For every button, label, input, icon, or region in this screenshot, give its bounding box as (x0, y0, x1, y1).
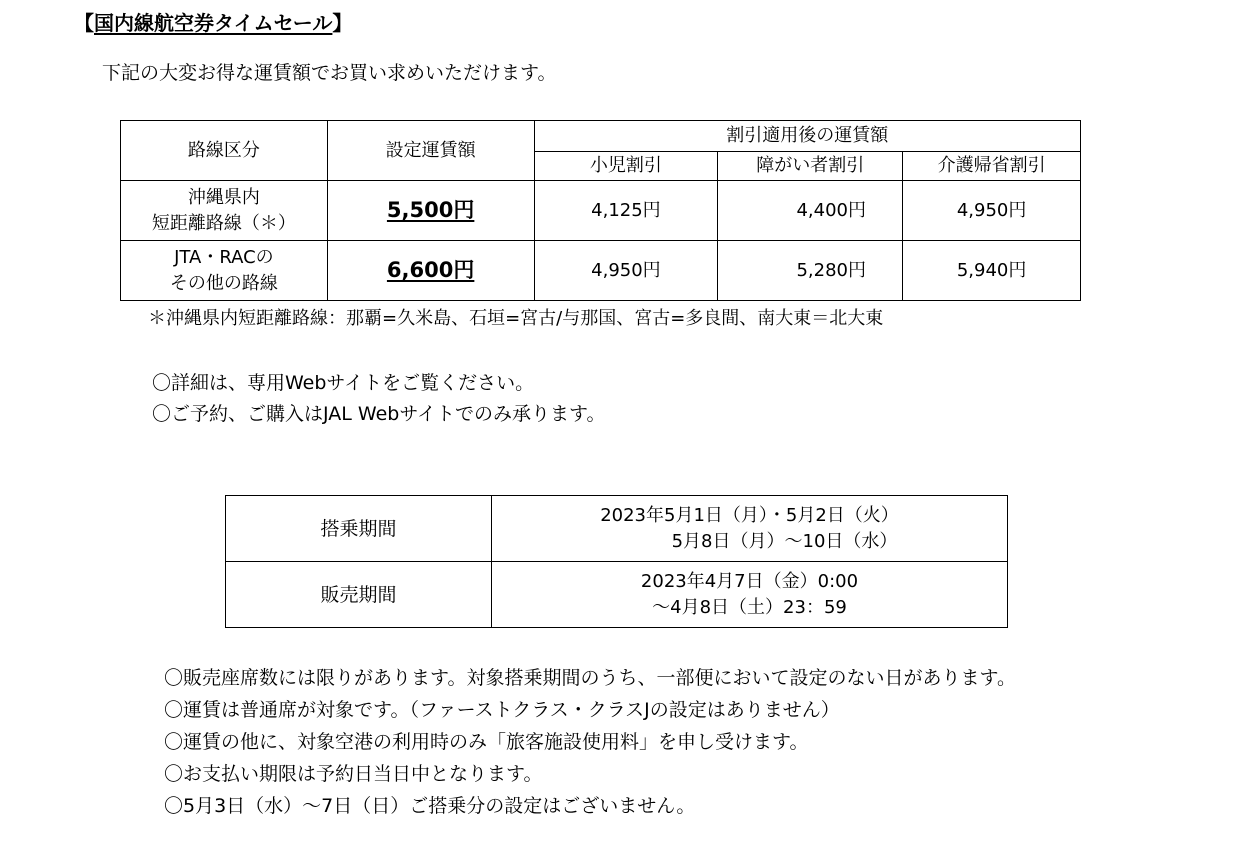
header-route: 路線区分 (121, 121, 328, 181)
boarding-period-label: 搭乗期間 (226, 496, 492, 562)
set-fare-cell (327, 241, 534, 301)
set-fare-value: 6,600円 (386, 257, 475, 282)
disability-fare-cell: 4,400円 (718, 181, 903, 241)
note-details: 〇詳細は、専用Webサイトをご覧ください。 (152, 372, 535, 394)
rule-facility-fee: 〇運賃の他に、対象空港の利用時のみ「旅客施設使用料」を申し受けます。 (164, 731, 809, 753)
rule-seat-limit: 〇販売座席数には限りがあります。対象搭乗期間のうち、一部便において設定のない日があります。 (164, 667, 1016, 689)
rule-payment-deadline: 〇お支払い期限は予約日当日中となります。 (164, 763, 543, 785)
fare-table (120, 120, 1081, 301)
period-table (225, 495, 1008, 628)
child-fare-cell: 4,125円 (534, 181, 718, 241)
sales-period-line1: 2023年4月7日（金）0:00 (640, 570, 859, 592)
set-fare-cell (327, 181, 534, 241)
rule-excluded-dates: 〇5月3日（水）～7日（日）ご搭乗分の設定はございません。 (164, 795, 696, 817)
note-booking: 〇ご予約、ご購入はJAL Webサイトでのみ承ります。 (152, 403, 606, 425)
route-cell (121, 181, 328, 241)
sales-period-value (492, 562, 1008, 628)
header-discount-group: 割引適用後の運賃額 (534, 121, 1080, 152)
header-disability: 障がい者割引 (718, 152, 903, 181)
sales-period-label: 販売期間 (226, 562, 492, 628)
table-row (121, 241, 1081, 301)
page-title (74, 10, 352, 36)
route-line2: その他の路線 (169, 272, 278, 294)
title-open-bracket: 【 (74, 11, 94, 35)
boarding-period-line1: 2023年5月1日（月）・5月2日（火） (600, 504, 899, 526)
header-child: 小児割引 (534, 152, 718, 181)
table-row (226, 562, 1008, 628)
child-fare-cell: 4,950円 (534, 241, 718, 301)
title-text: 国内線航空券タイムセール (94, 11, 333, 35)
route-line2: 短距離路線（＊） (151, 212, 296, 234)
caregiver-fare-cell: 4,950円 (903, 181, 1081, 241)
sales-period-line2: ～4月8日（土）23：59 (652, 596, 847, 618)
set-fare-value: 5,500円 (386, 197, 475, 222)
header-set-fare: 設定運賃額 (327, 121, 534, 181)
table-row (226, 496, 1008, 562)
disability-fare-cell: 5,280円 (718, 241, 903, 301)
boarding-period-line2: 5月8日（月）～10日（水） (671, 530, 898, 552)
intro-text: 下記の大変お得な運賃額でお買い求めいただけます。 (102, 62, 557, 84)
rule-seat-class: 〇運賃は普通席が対象です。（ファーストクラス・クラスJの設定はありません） (164, 699, 840, 721)
header-caregiver: 介護帰省割引 (903, 152, 1081, 181)
route-cell (121, 241, 328, 301)
table-row (121, 181, 1081, 241)
route-line1: JTA・RACの (174, 246, 274, 268)
title-close-bracket: 】 (332, 11, 353, 35)
caregiver-fare-cell: 5,940円 (903, 241, 1081, 301)
route-line1: 沖縄県内 (187, 186, 260, 208)
boarding-period-value (492, 496, 1008, 562)
route-footnote: ＊沖縄県内短距離路線：那覇=久米島、石垣=宮古/与那国、宮古=多良間、南大東＝北大東 (148, 308, 884, 329)
